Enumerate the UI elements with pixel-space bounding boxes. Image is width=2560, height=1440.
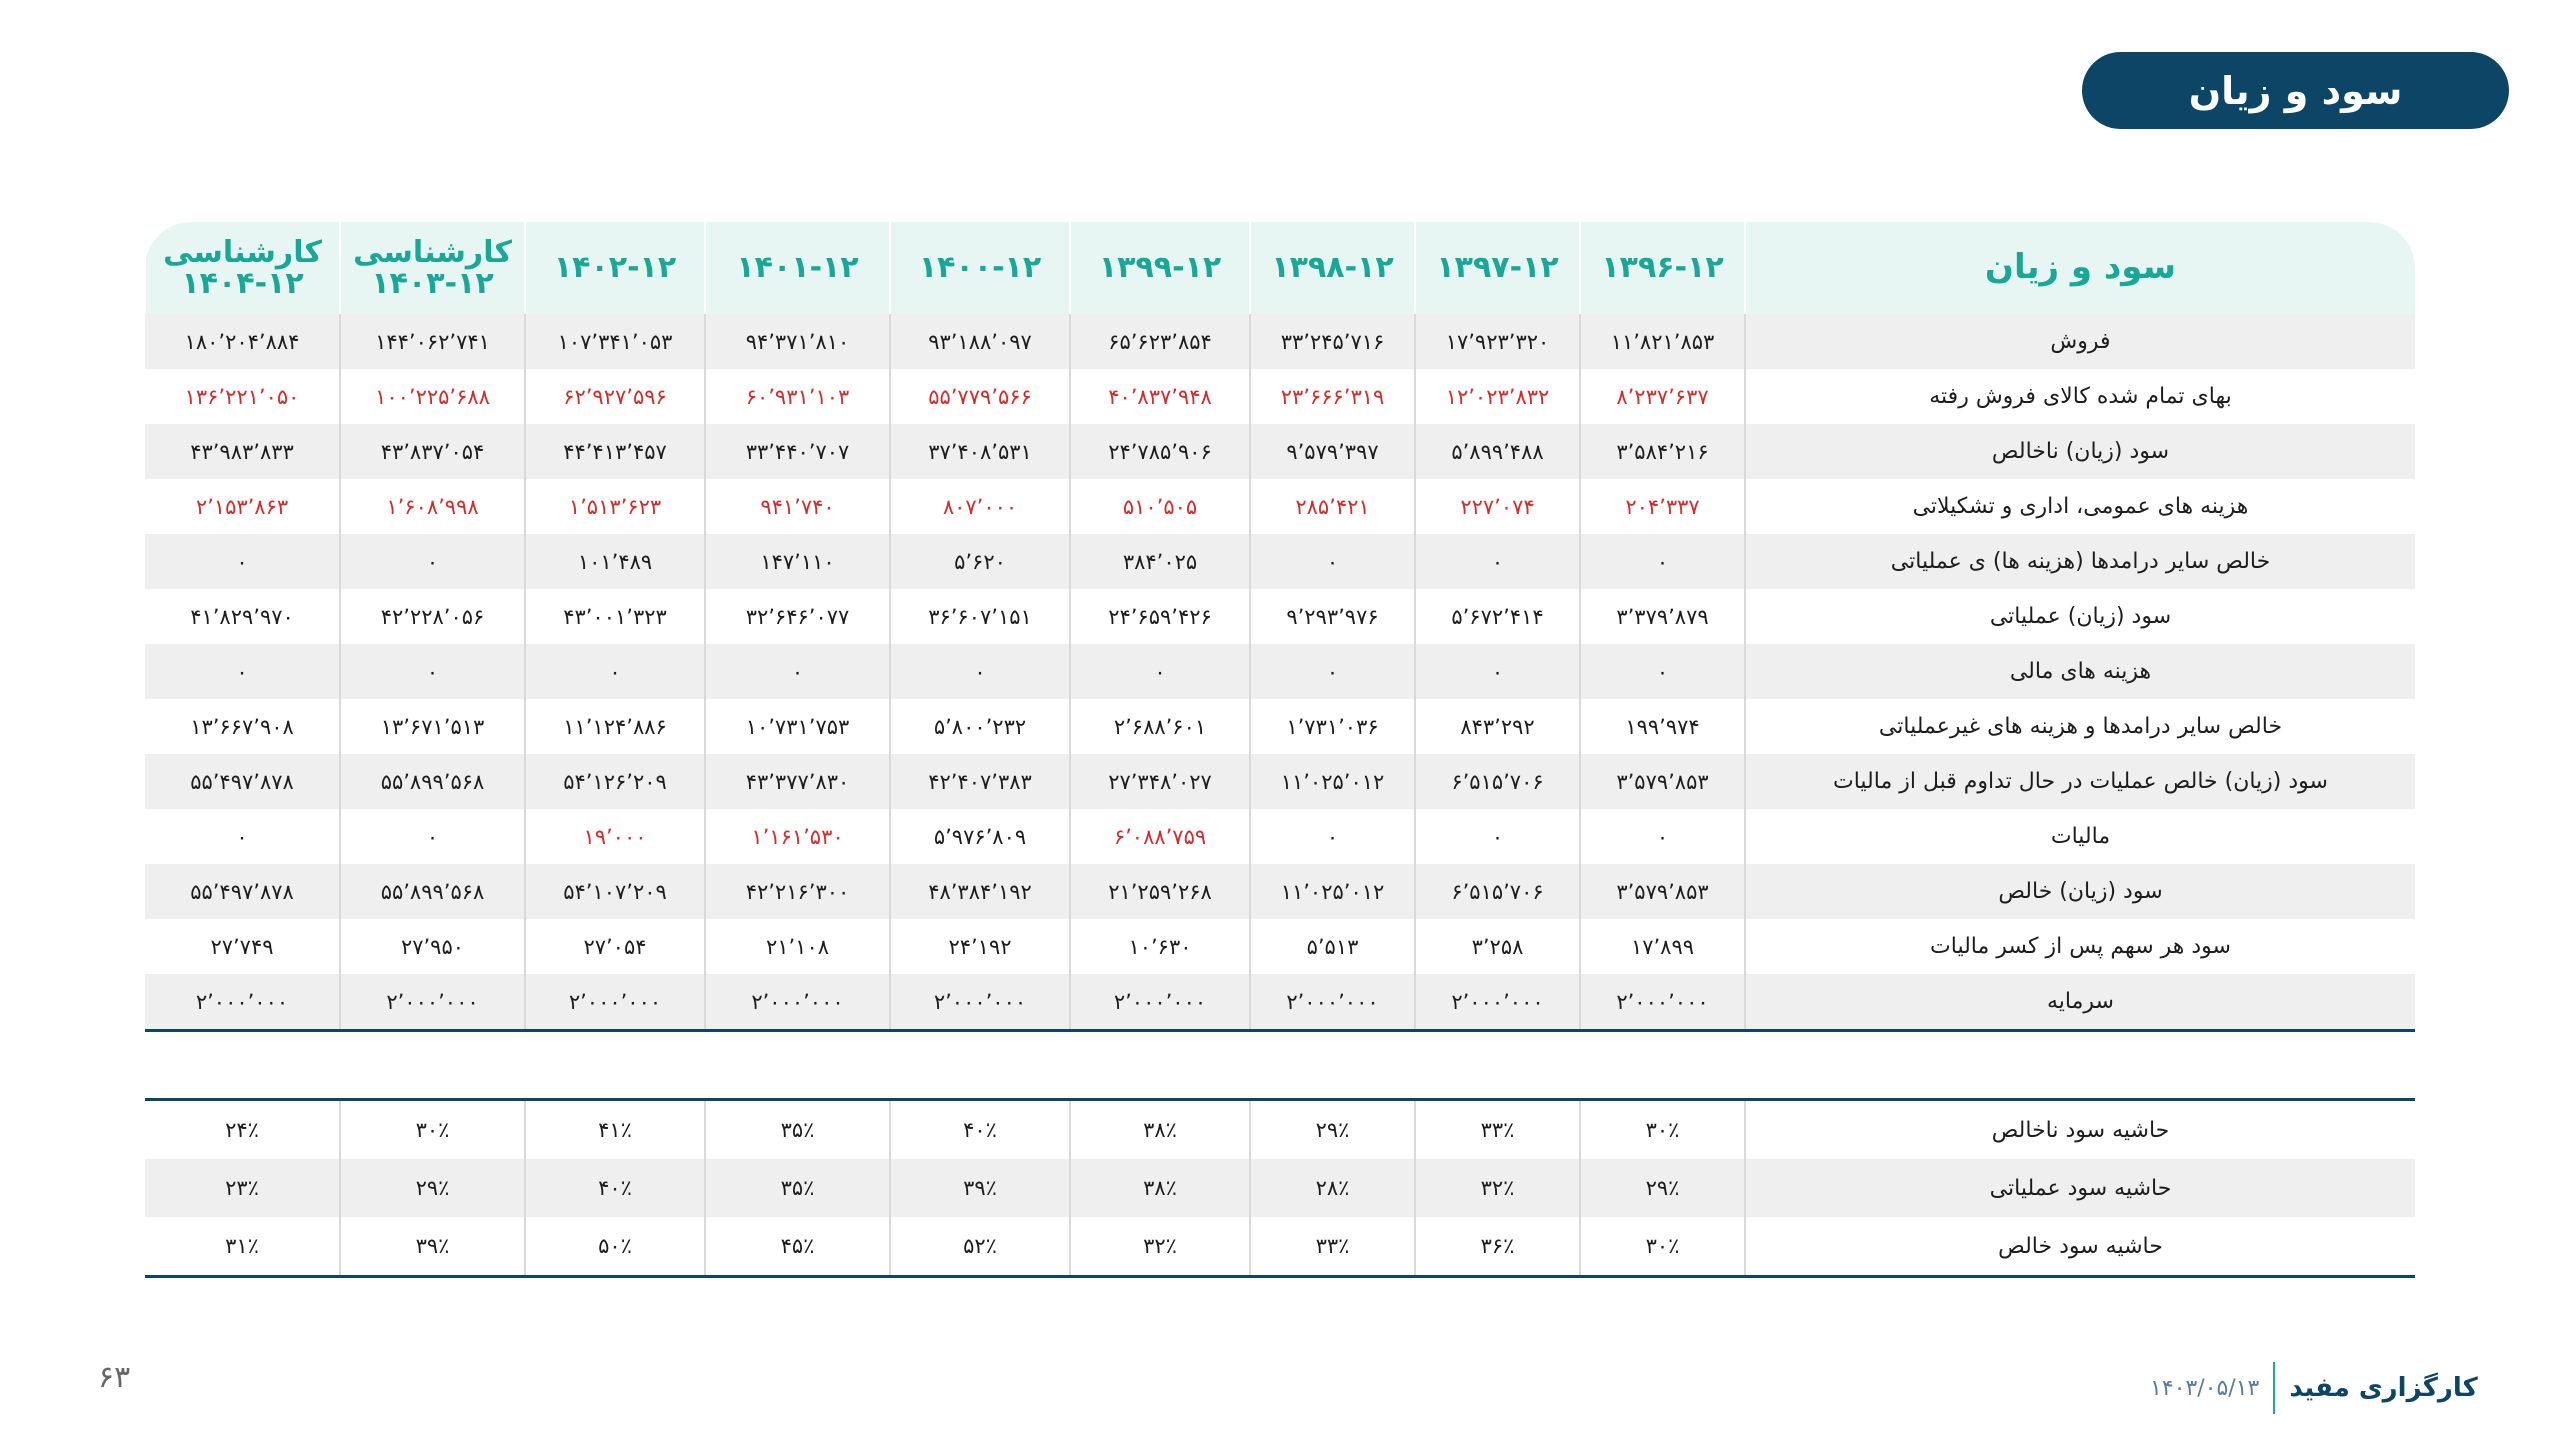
row-label: سود (زیان) عملیاتی — [1745, 589, 2415, 644]
margin-row — [145, 1100, 2415, 1160]
table-cell: ۰ — [145, 534, 340, 589]
table-cell: ۰ — [1070, 644, 1250, 699]
table-cell: ۸۰۷٬۰۰۰ — [890, 479, 1070, 534]
column-header: ۱۳۹۷-۱۲ — [1415, 222, 1580, 314]
table-cell: ۱۰۷٬۳۴۱٬۰۵۳ — [525, 314, 705, 369]
table-cell: ۵۱۰٬۵۰۵ — [1070, 479, 1250, 534]
margin-cell: ۲۸٪ — [1250, 1159, 1415, 1217]
table-cell: ۲۰۴٬۳۳۷ — [1580, 479, 1745, 534]
margin-cell: ۳۳٪ — [1250, 1217, 1415, 1277]
table-cell: ۵۵٬۴۹۷٬۸۷۸ — [145, 864, 340, 919]
margin-cell: ۵۰٪ — [525, 1217, 705, 1277]
margin-cell: ۲۴٪ — [225, 1118, 259, 1142]
row-label: سرمایه — [1745, 974, 2415, 1031]
table-cell: ۲٬۰۰۰٬۰۰۰ — [1415, 974, 1580, 1031]
row-label: خالص سایر درامدها (هزینه ها) ی عملیاتی — [1745, 534, 2415, 589]
table-cell: ۵٬۹۷۶٬۸۰۹ — [890, 809, 1070, 864]
margin-row — [145, 1159, 2415, 1217]
table-cell: ۲۳٬۶۶۶٬۳۱۹ — [1250, 369, 1415, 424]
table-cell: ۱۱٬۸۲۱٬۸۵۳ — [1580, 314, 1745, 369]
table-cell: ۰ — [340, 534, 525, 589]
table-row — [145, 699, 2415, 754]
table-cell: ۱۷٬۹۲۳٬۳۲۰ — [1415, 314, 1580, 369]
table-spacer-row — [145, 1031, 2415, 1100]
table-row — [145, 919, 2415, 974]
table-cell: ۳٬۲۵۸ — [1415, 919, 1580, 974]
table-cell: ۶٬۵۱۵٬۷۰۶ — [1415, 864, 1580, 919]
margin-cell: ۴۵٪ — [705, 1217, 890, 1277]
table-cell: ۰ — [1580, 534, 1745, 589]
table-cell: ۳۶٬۶۰۷٬۱۵۱ — [890, 589, 1070, 644]
table-cell: ۴۴٬۴۱۳٬۴۵۷ — [525, 424, 705, 479]
margin-cell: ۳۳٪ — [1415, 1100, 1580, 1160]
table-row — [145, 314, 2415, 369]
table-cell: ۴۸٬۳۸۴٬۱۹۲ — [890, 864, 1070, 919]
margin-cell: ۳۵٪ — [705, 1159, 890, 1217]
row-label: سود (زیان) خالص — [1745, 864, 2415, 919]
table-cell: ۲٬۰۰۰٬۰۰۰ — [890, 974, 1070, 1031]
table-cell: ۳۳٬۴۴۰٬۷۰۷ — [705, 424, 890, 479]
table-cell: ۵٬۶۷۲٬۴۱۴ — [1415, 589, 1580, 644]
table-cell: ۶۲٬۹۲۷٬۵۹۶ — [525, 369, 705, 424]
table-cell: ۶٬۰۸۸٬۷۵۹ — [1070, 809, 1250, 864]
row-label: مالیات — [1745, 809, 2415, 864]
table-cell: ۴۰٬۸۳۷٬۹۴۸ — [1070, 369, 1250, 424]
table-cell: ۱۰٬۷۳۱٬۷۵۳ — [705, 699, 890, 754]
table-cell: ۱۹۹٬۹۷۴ — [1580, 699, 1745, 754]
margin-cell: ۲۹٪ — [1580, 1159, 1745, 1217]
margin-cell: ۳۲٪ — [1070, 1217, 1250, 1277]
table-cell: ۲٬۶۸۸٬۶۰۱ — [1070, 699, 1250, 754]
table-cell: ۰ — [1415, 534, 1580, 589]
table-header-row — [145, 222, 2415, 314]
table-cell: ۰ — [1250, 534, 1415, 589]
table-cell: ۵٬۶۲۰ — [890, 534, 1070, 589]
table-cell: ۵۵٬۴۹۷٬۸۷۸ — [145, 754, 340, 809]
row-label: هزینه های مالی — [1745, 644, 2415, 699]
page-title: سود و زیان — [2082, 52, 2509, 129]
table-cell: ۳۳٬۲۴۵٬۷۱۶ — [1250, 314, 1415, 369]
spacer-cell — [145, 1031, 2415, 1100]
table-cell: ۲۲۷٬۰۷۴ — [1415, 479, 1580, 534]
page-number: ۶۳ — [98, 1360, 131, 1395]
table-cell: ۱۸۰٬۲۰۴٬۸۸۴ — [145, 314, 340, 369]
table-cell: ۱۱٬۱۲۴٬۸۸۶ — [525, 699, 705, 754]
margin-cell: ۳۹٪ — [890, 1159, 1070, 1217]
table-cell: ۱۲٬۰۲۳٬۸۳۲ — [1415, 369, 1580, 424]
table-cell: ۹٬۲۹۳٬۹۷۶ — [1250, 589, 1415, 644]
margin-cell: ۳۰٪ — [1580, 1217, 1745, 1277]
table-cell: ۳٬۵۷۹٬۸۵۳ — [1580, 864, 1745, 919]
table-cell: ۱۱٬۰۲۵٬۰۱۲ — [1250, 864, 1415, 919]
table-cell: ۱۰٬۶۳۰ — [1070, 919, 1250, 974]
row-label: سود (زیان) ناخالص — [1745, 424, 2415, 479]
table-cell: ۲٬۰۰۰٬۰۰۰ — [340, 974, 525, 1031]
table-row — [145, 424, 2415, 479]
table-cell: ۹۳٬۱۸۸٬۰۹۷ — [890, 314, 1070, 369]
table-cell: ۴۳٬۸۳۷٬۰۵۴ — [340, 424, 525, 479]
margin-cell: ۳۱٪ — [145, 1217, 340, 1277]
margin-cell: ۳۸٪ — [1070, 1159, 1250, 1217]
margin-cell: ۴۱٪ — [525, 1100, 705, 1160]
margin-cell: ۴۰٪ — [890, 1100, 1070, 1160]
margin-cell: ۴۰٪ — [525, 1159, 705, 1217]
table-cell: ۱٬۶۰۸٬۹۹۸ — [340, 479, 525, 534]
table-body — [145, 314, 2415, 1277]
table-cell: ۰ — [890, 644, 1070, 699]
table-cell: ۴۳٬۳۷۷٬۸۳۰ — [705, 754, 890, 809]
row-label: بهای تمام شده کالای فروش رفته — [1745, 369, 2415, 424]
table-cell: ۰ — [145, 644, 340, 699]
table-cell: ۳٬۵۸۴٬۲۱۶ — [1580, 424, 1745, 479]
margin-cell: ۳۶٪ — [1415, 1217, 1580, 1277]
table-cell: ۱۰۱٬۴۸۹ — [525, 534, 705, 589]
table-cell: ۲۷٬۳۴۸٬۰۲۷ — [1070, 754, 1250, 809]
table-cell: ۰ — [1250, 809, 1415, 864]
table-cell: ۳۲٬۶۴۶٬۰۷۷ — [705, 589, 890, 644]
table-cell: ۴۱٬۸۲۹٬۹۷۰ — [190, 604, 294, 629]
row-label: سود (زیان) خالص عملیات در حال تداوم قبل از مالیات — [1745, 754, 2415, 809]
table-cell: ۲۸۵٬۴۲۱ — [1250, 479, 1415, 534]
table-cell: ۱۳٬۶۷۱٬۵۱۳ — [340, 699, 525, 754]
table-cell: ۵٬۸۹۹٬۴۸۸ — [1415, 424, 1580, 479]
footer-date: ۱۴۰۳/۰۵/۱۳ — [2150, 1375, 2260, 1401]
table-cell: ۲٬۰۰۰٬۰۰۰ — [145, 974, 340, 1031]
margin-row — [145, 1217, 2415, 1277]
column-header: ۱۴۰۱-۱۲ — [705, 222, 890, 314]
table-cell: ۰ — [1415, 644, 1580, 699]
margin-label: حاشیه سود عملیاتی — [1745, 1159, 2415, 1217]
table-cell: ۱۹٬۰۰۰ — [525, 809, 705, 864]
row-label: سود هر سهم پس از کسر مالیات — [1745, 919, 2415, 974]
column-header: ۱۳۹۸-۱۲ — [1250, 222, 1415, 314]
table-cell: ۵۵٬۸۹۹٬۵۶۸ — [340, 864, 525, 919]
table-cell: ۲٬۱۵۳٬۸۶۳ — [195, 494, 289, 519]
table-cell: ۸۴۳٬۲۹۲ — [1415, 699, 1580, 754]
margin-cell: ۳۰٪ — [340, 1100, 525, 1160]
table-cell: ۰ — [340, 644, 525, 699]
income-statement-table-wrapper — [144, 222, 2414, 1278]
margin-cell: ۳۰٪ — [1580, 1100, 1745, 1160]
table-cell: ۹۴٬۳۷۱٬۸۱۰ — [705, 314, 890, 369]
table-cell: ۰ — [705, 644, 890, 699]
table-row — [145, 974, 2415, 1031]
margin-cell: ۳۵٪ — [705, 1100, 890, 1160]
footer — [2150, 1360, 2478, 1416]
footer-divider — [2273, 1362, 2275, 1414]
table-cell: ۲۷٬۰۵۴ — [525, 919, 705, 974]
column-header: ۱۴۰۰-۱۲ — [890, 222, 1070, 314]
table-cell: ۵۵٬۷۷۹٬۵۶۶ — [890, 369, 1070, 424]
table-cell: ۱۰۰٬۲۲۵٬۶۸۸ — [340, 369, 525, 424]
column-header: کارشناسی ۱۲-۱۴۰۴ — [145, 222, 340, 314]
column-header: کارشناسی ۱۲-۱۴۰۳ — [340, 222, 525, 314]
income-statement-table — [144, 222, 2415, 1278]
table-cell: ۰ — [1250, 644, 1415, 699]
table-cell: ۲۷٬۷۴۹ — [210, 934, 274, 959]
table-cell: ۶۵٬۶۲۳٬۸۵۴ — [1070, 314, 1250, 369]
table-cell: ۳۷٬۴۰۸٬۵۳۱ — [890, 424, 1070, 479]
table-row — [145, 864, 2415, 919]
table-cell: ۲٬۰۰۰٬۰۰۰ — [1070, 974, 1250, 1031]
table-cell: ۲٬۰۰۰٬۰۰۰ — [1250, 974, 1415, 1031]
column-header: ۱۳۹۶-۱۲ — [1580, 222, 1745, 314]
table-cell: ۹٬۵۷۹٬۳۹۷ — [1250, 424, 1415, 479]
table-cell: ۱۴۴٬۰۶۲٬۷۴۱ — [340, 314, 525, 369]
table-row — [145, 809, 2415, 864]
table-cell: ۵۴٬۱۲۶٬۲۰۹ — [525, 754, 705, 809]
table-cell: ۲٬۰۰۰٬۰۰۰ — [525, 974, 705, 1031]
margin-cell: ۲۹٪ — [340, 1159, 525, 1217]
table-cell: ۳۸۴٬۰۲۵ — [1070, 534, 1250, 589]
table-cell: ۰ — [1580, 644, 1745, 699]
table-cell: ۴۲٬۴۰۷٬۳۸۳ — [890, 754, 1070, 809]
table-cell: ۰ — [1415, 809, 1580, 864]
row-label: فروش — [1745, 314, 2415, 369]
table-cell: ۴۳٬۰۰۱٬۳۲۳ — [525, 589, 705, 644]
column-header: ۱۴۰۲-۱۲ — [525, 222, 705, 314]
table-cell: ۰ — [1580, 809, 1745, 864]
table-cell: ۱۳۶٬۲۲۱٬۰۵۰ — [184, 384, 300, 409]
table-cell: ۱٬۷۳۱٬۰۳۶ — [1250, 699, 1415, 754]
table-cell: ۳٬۵۷۹٬۸۵۳ — [1580, 754, 1745, 809]
footer-brand: کارگزاری مفید — [2289, 1373, 2478, 1403]
table-row — [145, 369, 2415, 424]
margin-cell: ۳۸٪ — [1070, 1100, 1250, 1160]
margin-cell: ۲۹٪ — [1250, 1100, 1415, 1160]
table-row — [145, 754, 2415, 809]
table-header-label: سود و زیان — [1745, 222, 2415, 314]
margin-cell: ۳۲٪ — [1415, 1159, 1580, 1217]
table-cell: ۵۵٬۸۹۹٬۵۶۸ — [340, 754, 525, 809]
table-row — [145, 479, 2415, 534]
margin-cell: ۲۳٪ — [145, 1159, 340, 1217]
column-header: ۱۳۹۹-۱۲ — [1070, 222, 1250, 314]
table-cell: ۲۷٬۹۵۰ — [340, 919, 525, 974]
table-cell: ۶٬۵۱۵٬۷۰۶ — [1415, 754, 1580, 809]
table-cell: ۱۷٬۸۹۹ — [1580, 919, 1745, 974]
table-cell: ۲۴٬۷۸۵٬۹۰۶ — [1070, 424, 1250, 479]
table-row — [145, 534, 2415, 589]
table-row — [145, 644, 2415, 699]
table-cell: ۵٬۵۱۳ — [1250, 919, 1415, 974]
table-cell: ۱۳٬۶۶۷٬۹۰۸ — [190, 714, 294, 739]
table-cell: ۴۳٬۹۸۳٬۸۳۳ — [145, 424, 340, 479]
table-cell: ۶۰٬۹۳۱٬۱۰۳ — [705, 369, 890, 424]
table-cell: ۸٬۲۳۷٬۶۳۷ — [1580, 369, 1745, 424]
table-cell: ۲۱٬۱۰۸ — [705, 919, 890, 974]
margin-label: حاشیه سود ناخالص — [1745, 1100, 2415, 1160]
table-cell: ۲۴٬۱۹۲ — [890, 919, 1070, 974]
row-label: هزینه های عمومی، اداری و تشکیلاتی — [1745, 479, 2415, 534]
table-cell: ۰ — [236, 824, 248, 849]
table-cell: ۲٬۰۰۰٬۰۰۰ — [705, 974, 890, 1031]
table-cell: ۰ — [340, 809, 525, 864]
table-cell: ۱۱٬۰۲۵٬۰۱۲ — [1250, 754, 1415, 809]
table-cell: ۲۴٬۶۵۹٬۴۲۶ — [1070, 589, 1250, 644]
table-cell: ۱٬۵۱۳٬۶۲۳ — [525, 479, 705, 534]
table-cell: ۳٬۳۷۹٬۸۷۹ — [1580, 589, 1745, 644]
table-cell: ۲٬۰۰۰٬۰۰۰ — [1580, 974, 1745, 1031]
table-cell: ۴۲٬۲۱۶٬۳۰۰ — [705, 864, 890, 919]
margin-cell: ۳۹٪ — [340, 1217, 525, 1277]
table-cell: ۰ — [525, 644, 705, 699]
table-cell: ۲۱٬۲۵۹٬۲۶۸ — [1070, 864, 1250, 919]
table-cell: ۵٬۸۰۰٬۲۳۲ — [890, 699, 1070, 754]
margin-cell: ۵۲٪ — [890, 1217, 1070, 1277]
table-cell: ۹۴۱٬۷۴۰ — [705, 479, 890, 534]
table-cell: ۱٬۱۶۱٬۵۳۰ — [705, 809, 890, 864]
table-cell: ۴۲٬۲۲۸٬۰۵۶ — [340, 589, 525, 644]
row-label: خالص سایر درامدها و هزینه های غیرعملیاتی — [1745, 699, 2415, 754]
table-row — [145, 589, 2415, 644]
table-cell: ۱۴۷٬۱۱۰ — [705, 534, 890, 589]
margin-label: حاشیه سود خالص — [1745, 1217, 2415, 1277]
table-cell: ۵۴٬۱۰۷٬۲۰۹ — [525, 864, 705, 919]
